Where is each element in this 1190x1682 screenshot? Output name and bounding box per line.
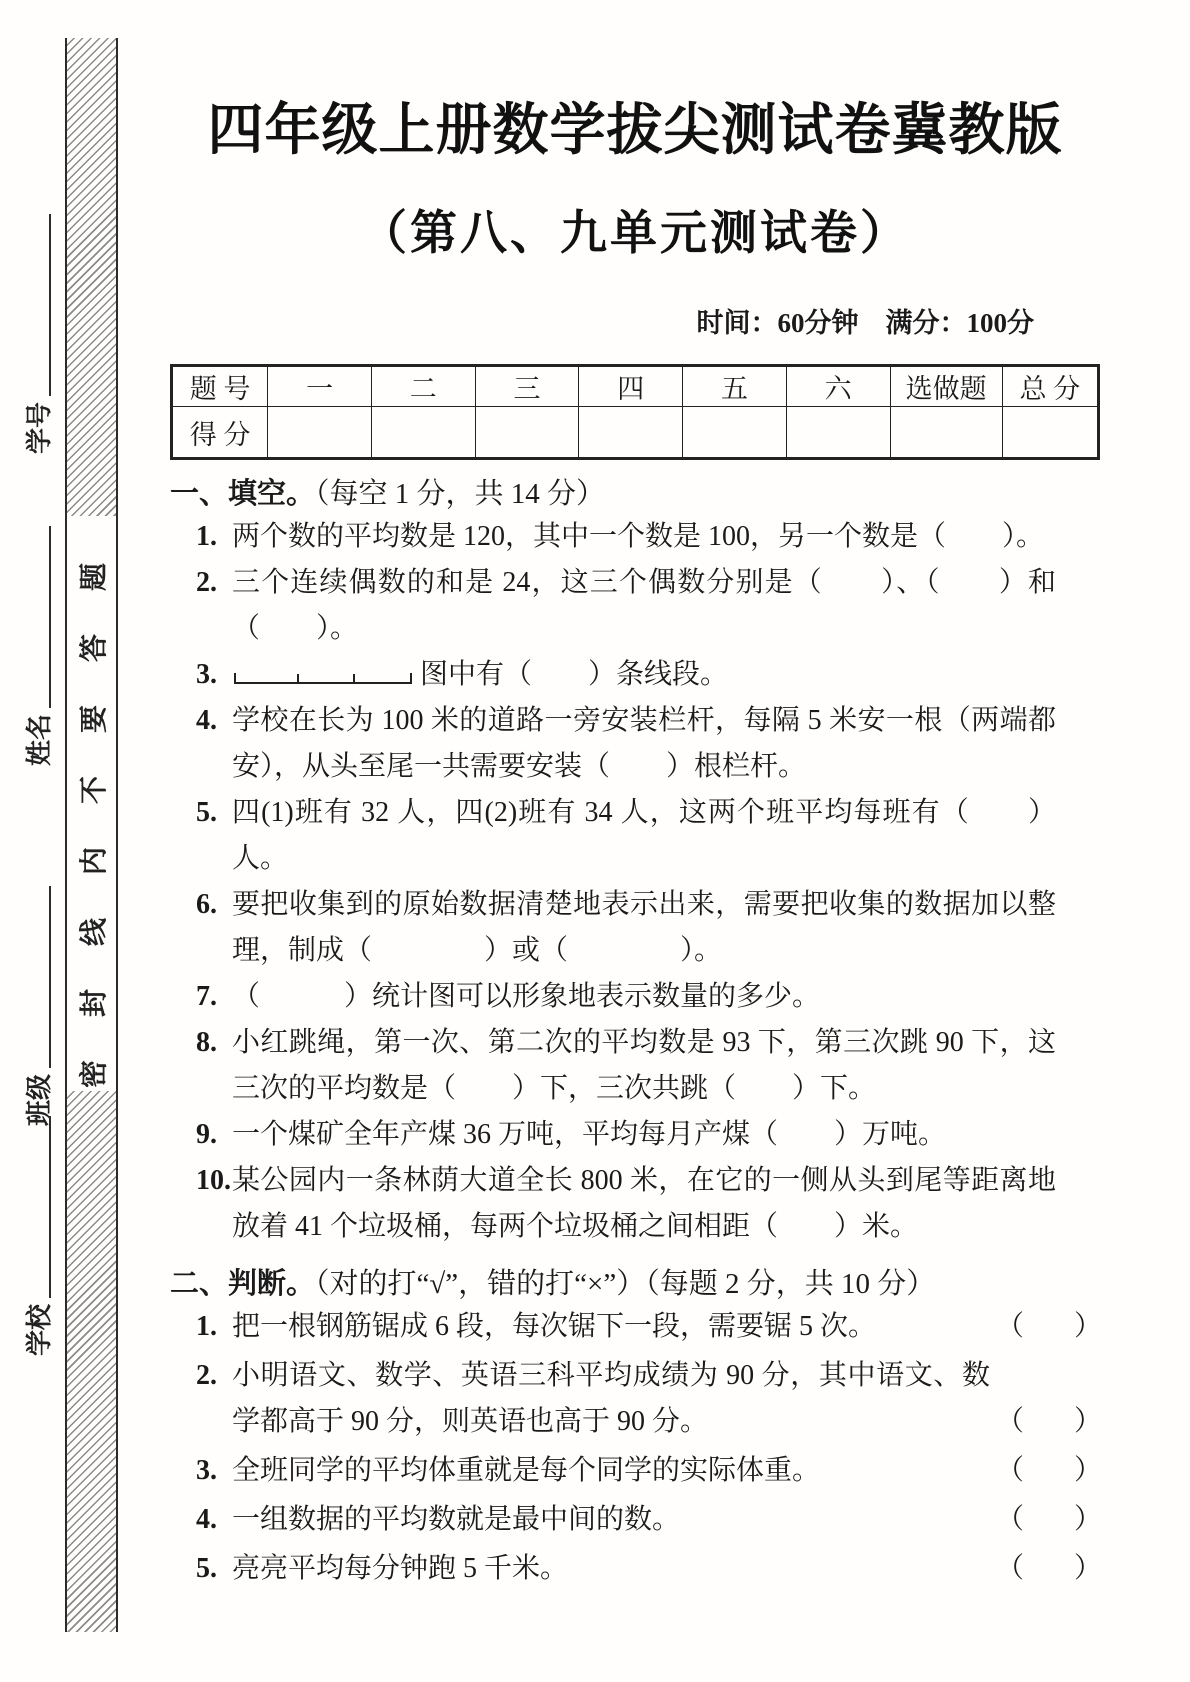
line-segment-diagram	[234, 673, 412, 684]
fill-question-10	[170, 1158, 1100, 1250]
student-name-blank-line	[49, 526, 51, 708]
time-score-info: 时间：60分钟 满分：100分	[696, 308, 1034, 338]
question-number: 3.	[196, 1455, 217, 1486]
section-2-questions	[170, 1304, 1100, 1592]
segment-tick	[297, 674, 299, 682]
question-text: 图中有（ ）条线段。	[420, 659, 729, 690]
section-2-note: （对的打“√”，错的打“×”）（每题 2 分，共 10 分）	[315, 1268, 936, 1300]
class-field	[24, 886, 56, 1126]
question-text: 两个数的平均数是 120，其中一个数是 100，另一个数是（ ）。	[232, 521, 1045, 552]
question-text: 小红跳绳，第一次、第二次的平均数是 93 下，第三次跳 90 下，这三次的平均数是（ ）下，三次共跳（ ）下。	[232, 1027, 1056, 1104]
section-1-heading	[170, 477, 1100, 511]
question-text: 小明语文、数学、英语三科平均成绩为 90 分，其中语文、数学都高于 90 分，则英语也高于 90 分。	[232, 1360, 990, 1437]
question-number: 7.	[196, 981, 217, 1012]
student-number-field	[24, 214, 56, 454]
score-cell-empty	[371, 407, 475, 459]
question-number: 10.	[196, 1165, 231, 1196]
question-number: 8.	[196, 1027, 217, 1058]
section-2-heading	[170, 1267, 1100, 1301]
section-2-title: 二、判断。	[170, 1268, 316, 1300]
question-number: 5.	[196, 797, 217, 828]
fill-question-6	[170, 882, 1100, 974]
score-cell-empty	[579, 407, 683, 459]
question-text: 要把收集到的原始数据清楚地表示出来，需要把收集的数据加以整理，制成（ ）或（ ）。	[232, 889, 1056, 966]
judge-question-5	[170, 1546, 1100, 1592]
score-table-cell-q3: 三	[475, 366, 579, 407]
score-cell-empty	[475, 407, 579, 459]
score-table-cell-label: 题 号	[172, 366, 268, 407]
school-field	[24, 1116, 56, 1356]
seal-line-strip	[65, 38, 118, 1632]
judge-question-2	[170, 1353, 1100, 1445]
score-table	[170, 364, 1100, 460]
seal-text: 密封线内不要答题	[78, 519, 110, 1088]
score-table-cell-total: 总 分	[1002, 366, 1098, 407]
question-text: 一组数据的平均数就是最中间的数。	[232, 1504, 681, 1535]
question-number: 4.	[196, 705, 217, 736]
question-text: 把一根钢筋锯成 6 段，每次锯下一段，需要锯 5 次。	[232, 1311, 877, 1342]
question-text: 学校在长为 100 米的道路一旁安装栏杆，每隔 5 米安一根（两端都安），从头至尾一共需要安装（ ）根栏杆。	[232, 705, 1056, 782]
score-table-cell-q1: 一	[268, 366, 372, 407]
score-cell-empty	[683, 407, 787, 459]
answer-blank: （ ）	[995, 1455, 1100, 1486]
answer-blank: （ ）	[995, 1553, 1100, 1584]
score-table-cell-q6: 六	[786, 366, 890, 407]
fill-question-5	[170, 790, 1100, 882]
question-number: 4.	[196, 1504, 217, 1535]
score-table-cell-q4: 四	[579, 366, 683, 407]
student-number-label: 学号	[25, 401, 54, 454]
score-cell-empty	[890, 407, 1002, 459]
question-number: 2.	[196, 1360, 217, 1391]
fill-question-4	[170, 698, 1100, 790]
fill-question-9	[170, 1112, 1100, 1158]
judge-question-1	[170, 1304, 1100, 1350]
section-1-title: 一、填空。	[170, 478, 316, 510]
student-name-label: 姓名	[25, 713, 54, 766]
score-table-score-row	[172, 407, 1099, 459]
seal-text-zone	[67, 516, 116, 1091]
fill-question-8	[170, 1020, 1100, 1112]
judge-question-3	[170, 1448, 1100, 1494]
paper-subtitle: （第八、九单元测试卷）	[360, 208, 910, 260]
question-text: 全班同学的平均体重就是每个同学的实际体重。	[232, 1455, 821, 1486]
score-row-label: 得 分	[172, 407, 268, 459]
question-text: 四(1)班有 32 人，四(2)班有 34 人，这两个班平均每班有（ ）人。	[232, 797, 1056, 874]
question-number: 1.	[196, 521, 217, 552]
section-1-note: （每空 1 分，共 14 分）	[315, 478, 606, 510]
school-blank-line	[49, 1116, 51, 1298]
judge-question-4	[170, 1497, 1100, 1543]
fill-question-2	[170, 560, 1100, 652]
score-table-cell-optional: 选做题	[890, 366, 1002, 407]
score-cell-empty	[786, 407, 890, 459]
student-number-blank-line	[49, 214, 51, 396]
fill-question-3	[170, 652, 1100, 698]
main-content	[170, 0, 1100, 1595]
seal-hatching-bottom	[67, 1091, 116, 1632]
question-text: 某公园内一条林荫大道全长 800 米，在它的一侧从头到尾等距离地放着 41 个垃圾桶，每两个垃圾桶之间相距（ ）米。	[232, 1165, 1056, 1242]
student-name-field	[24, 526, 56, 766]
question-number: 5.	[196, 1553, 217, 1584]
score-table-cell-q5: 五	[683, 366, 787, 407]
question-text: （ ）统计图可以形象地表示数量的多少。	[232, 981, 821, 1012]
question-text: 亮亮平均每分钟跑 5 千米。	[232, 1553, 569, 1584]
score-cell-empty	[1002, 407, 1098, 459]
answer-blank: （ ）	[995, 1406, 1100, 1437]
fill-question-7	[170, 974, 1100, 1020]
paper-title: 四年级上册数学拔尖测试卷冀教版	[207, 100, 1063, 162]
section-1-questions	[170, 514, 1100, 1250]
question-text: 一个煤矿全年产煤 36 万吨，平均每月产煤（ ）万吨。	[232, 1119, 947, 1150]
score-table-header-row	[172, 366, 1099, 407]
score-table-cell-q2: 二	[371, 366, 475, 407]
question-text: 三个连续偶数的和是 24，这三个偶数分别是（ ）、（ ）和（ ）。	[232, 567, 1056, 644]
class-blank-line	[49, 886, 51, 1068]
seal-hatching-top	[67, 38, 116, 516]
question-number: 9.	[196, 1119, 217, 1150]
segment-tick	[353, 674, 355, 682]
question-number: 2.	[196, 567, 217, 598]
question-number: 6.	[196, 889, 217, 920]
class-label: 班级	[25, 1073, 54, 1126]
score-cell-empty	[268, 407, 372, 459]
answer-blank: （ ）	[995, 1311, 1100, 1342]
answer-blank: （ ）	[995, 1504, 1100, 1535]
school-label: 学校	[25, 1303, 54, 1356]
question-number: 1.	[196, 1311, 217, 1342]
fill-question-1	[170, 514, 1100, 560]
question-number: 3.	[196, 659, 217, 690]
